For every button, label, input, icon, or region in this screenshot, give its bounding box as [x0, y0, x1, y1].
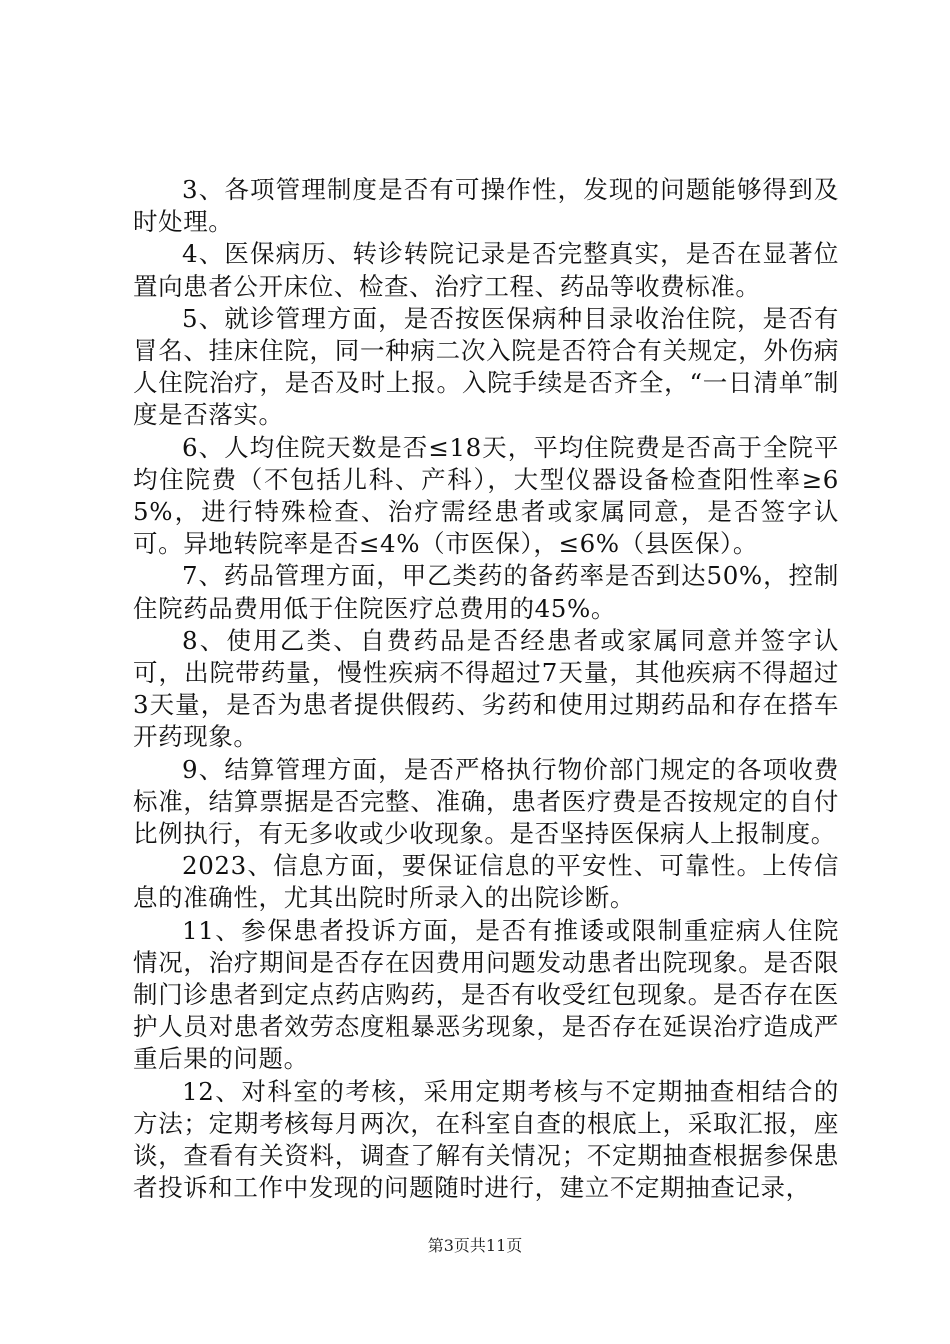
paragraph-8: 8、使用乙类、自费药品是否经患者或家属同意并签字认可，出院带药量，慢性疾病不得超过7天量，其他疾病不得超过3天量，是否为患者提供假药、劣药和使用过期药品和存在搭车开药现象。 [133, 625, 839, 752]
paragraph-4: 4、医保病历、转诊转院记录是否完整真实，是否在显著位置向患者公开床位、检查、治疗工程、药品等收费标准。 [133, 239, 839, 301]
paragraph-12: 12、对科室的考核，采用定期考核与不定期抽查相结合的方法；定期考核每月两次，在科室自查的根底上，采取汇报，座谈，查看有关资料，调查了解有关情况；不定期抽查根据参保患者投诉和工作中发现的问题随时进行，建立不定期抽查记录， [133, 1076, 839, 1203]
paragraph-5: 5、就诊管理方面，是否按医保病种目录收治住院，是否有冒名、挂床住院，同一种病二次入院是否符合有关规定，外伤病人住院治疗，是否及时上报。入院手续是否齐全，“一日清单″制度是否落实。 [133, 303, 839, 430]
paragraph-3: 3、各项管理制度是否有可操作性，发现的问题能够得到及时处理。 [133, 175, 839, 237]
paragraph-9: 9、结算管理方面，是否严格执行物价部门规定的各项收费标准，结算票据是否完整、准确，患者医疗费是否按规定的自付比例执行，有无多收或少收现象。是否坚持医保病人上报制度。 [133, 754, 839, 849]
paragraph-11: 11、参保患者投诉方面，是否有推诿或限制重症病人住院情况，治疗期间是否存在因费用问题发动患者出院现象。是否限制门诊患者到定点药店购药，是否有收受红包现象。是否存在医护人员对患者效劳态度粗暴恶劣现象，是否存在延误治疗造成严重后果的问题。 [133, 915, 839, 1074]
paragraph-2023: 2023、信息方面，要保证信息的平安性、可靠性。上传信息的准确性，尤其出院时所录入的出院诊断。 [133, 851, 839, 913]
paragraph-6: 6、人均住院天数是否≤18天，平均住院费是否高于全院平均住院费（不包括儿科、产科），大型仪器设备检查阳性率≥65%，进行特殊检查、治疗需经患者或家属同意，是否签字认可。异地转院率是否≤4%（市医保），≤6%（县医保）。 [133, 432, 839, 559]
page-total: 共11页 [469, 1236, 523, 1255]
page-footer [0, 1236, 950, 1256]
page-number: 第3页 [427, 1236, 470, 1255]
document-body [133, 174, 839, 1205]
paragraph-7: 7、药品管理方面，甲乙类药的备药率是否到达50%，控制住院药品费用低于住院医疗总费用的45%。 [133, 561, 839, 623]
